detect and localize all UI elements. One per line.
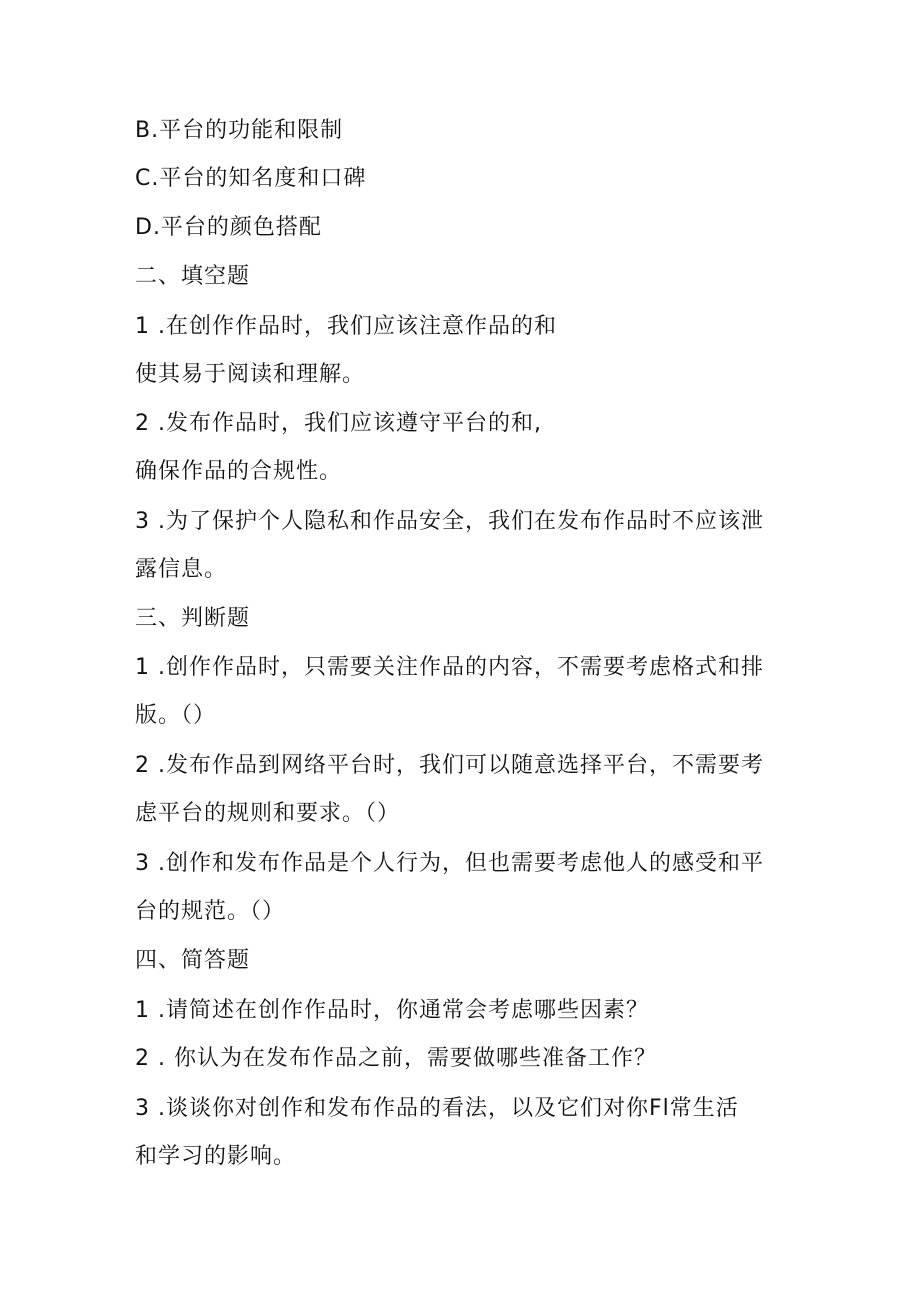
option-c: C.平台的知名度和口碑 xyxy=(135,166,367,191)
true-false-question-3-cont: 台的规范。（） xyxy=(135,899,286,924)
fill-in-question-2-cont: 确保作品的合规性。 xyxy=(135,459,343,484)
option-d: D.平台的颜色搭配 xyxy=(135,215,322,240)
true-false-question-2: 2 .发布作品到网络平台时，我们可以随意选择平台，不需要考 xyxy=(135,753,764,778)
fill-in-question-2: 2 .发布作品时，我们应该遵守平台的和, xyxy=(135,411,542,436)
fill-in-question-3-cont: 露信息。 xyxy=(135,557,228,582)
section-heading-short-answer: 四、简答题 xyxy=(135,948,251,973)
option-b: B.平台的功能和限制 xyxy=(135,118,344,143)
short-answer-question-1: 1 .请简述在创作作品时，你通常会考虑哪些因素？ xyxy=(135,998,649,1023)
true-false-question-1-cont: 版。（） xyxy=(135,703,217,728)
fill-in-question-1: 1 .在创作作品时，我们应该注意作品的和 xyxy=(135,314,557,339)
fill-in-question-1-cont: 使其易于阅读和理解。 xyxy=(135,362,366,387)
fill-in-question-3: 3 .为了保护个人隐私和作品安全，我们在发布作品时不应该泄 xyxy=(135,509,764,534)
short-answer-question-3-cont: 和学习的影响。 xyxy=(135,1144,297,1169)
short-answer-question-3: 3 .谈谈你对创作和发布作品的看法，以及它们对你Fl常生活 xyxy=(135,1096,739,1121)
true-false-question-3: 3 .创作和发布作品是个人行为，但也需要考虑他人的感受和平 xyxy=(135,851,764,876)
short-answer-question-2: 2 . 你认为在发布作品之前，需要做哪些准备工作？ xyxy=(135,1046,657,1071)
section-heading-true-false: 三、判断题 xyxy=(135,606,251,631)
section-heading-fill-in: 二、填空题 xyxy=(135,264,251,289)
true-false-question-2-cont: 虑平台的规则和要求。（） xyxy=(135,801,401,826)
true-false-question-1: 1 .创作作品时，只需要关注作品的内容，不需要考虑格式和排 xyxy=(135,655,764,680)
